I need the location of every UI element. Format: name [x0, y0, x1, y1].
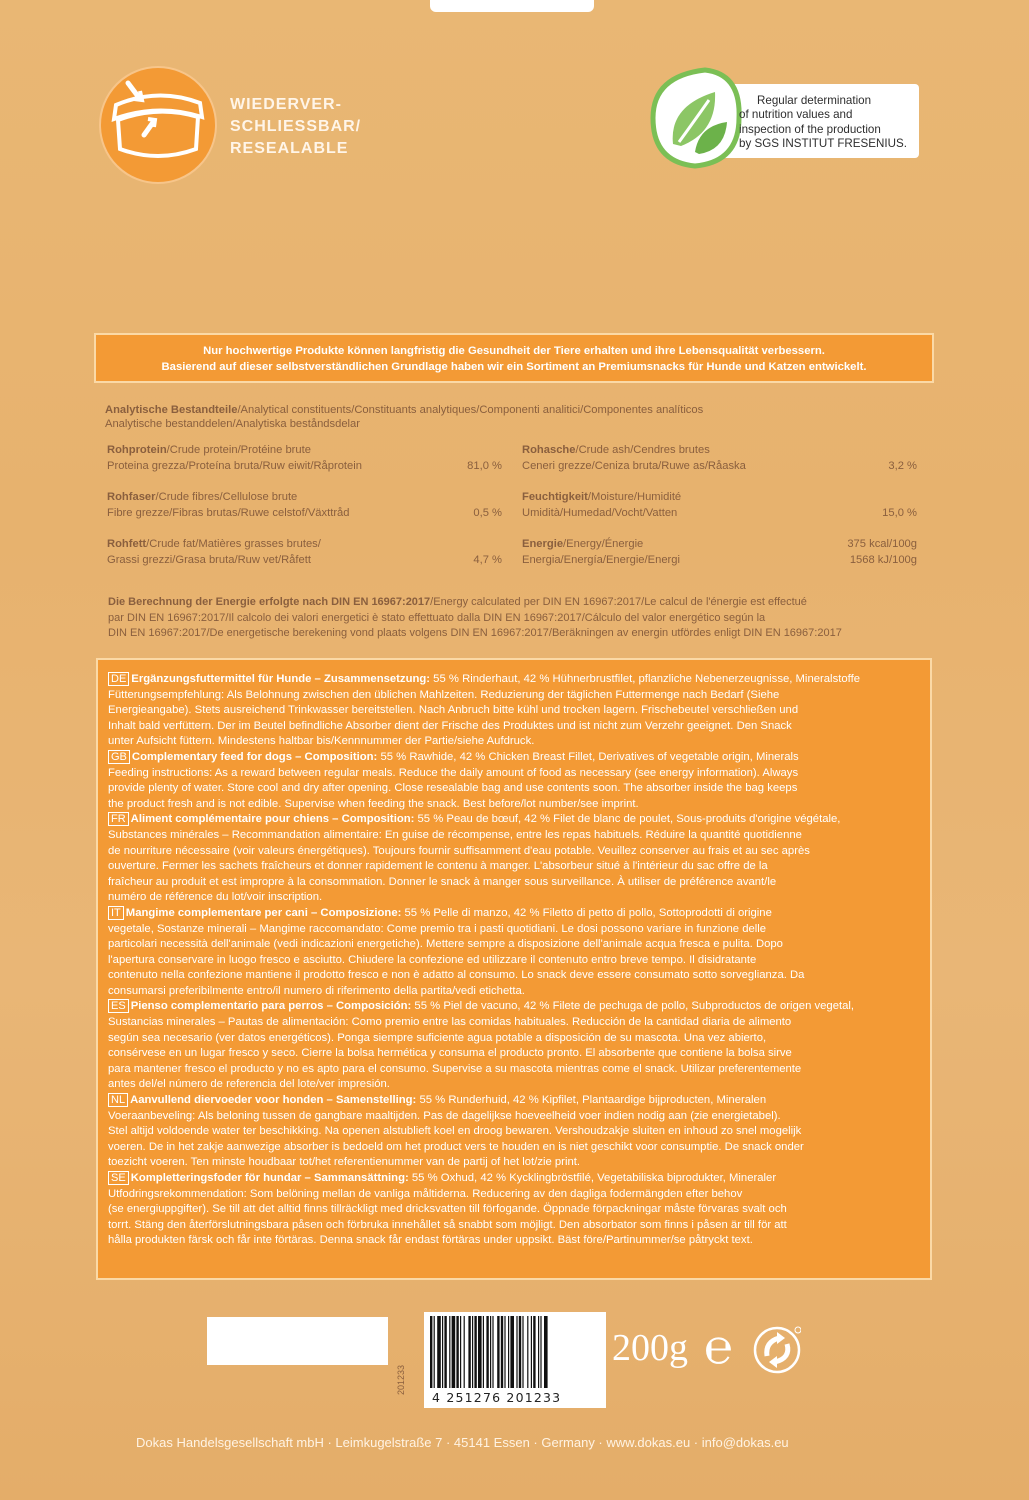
instruction-text: Stel altijd voldoende water ter beschikking. Na openen alstublieft koel en droog bewaren. Vershoudzakje sluiten en inhoud zo snel mogelijk — [108, 1125, 802, 1138]
instruction-line — [108, 953, 924, 969]
barcode-bar — [444, 1316, 446, 1388]
constituent-crude-ash — [522, 443, 917, 474]
instruction-text: torrt. Stäng den återförslutningsbara påsen och förbruka innehållet så snabbt som möjligt. Den absorbator som finns i påsen är till för att — [108, 1218, 787, 1231]
barcode-bar — [464, 1316, 465, 1388]
instruction-text: Inhalt bald verfüttern. Der im Beutel befindliche Absorber dient der Frische des Produktes und ist nicht zum Verzehr geeignet. Den Snack — [108, 719, 792, 732]
constituent-value: 15,0 % — [882, 506, 917, 519]
constituent-value: 81,0 % — [467, 459, 502, 472]
constituent-crude-fibres — [107, 490, 502, 521]
constituent-name: Rohprotein — [107, 444, 167, 456]
instruction-line — [108, 1124, 924, 1140]
instruction-line — [108, 937, 924, 953]
sgs-text — [739, 94, 907, 152]
constituent-translations-2: Umidità/Humedad/Vocht/Vatten — [522, 506, 678, 519]
constituent-translations: /Crude protein/Protéine brute — [166, 444, 311, 456]
instruction-line — [108, 688, 924, 704]
resealable-bag-icon — [98, 65, 218, 185]
constituent-energy — [522, 537, 917, 568]
language-code: ES — [108, 999, 129, 1013]
instruction-text: Mangime complementare per cani – Composizione: 55 % Pelle di manzo, 42 % Filetto di petto di pollo, Sottoprodotti di origine — [125, 906, 772, 919]
instruction-text: Aanvullend diervoeder voor honden – Samenstelling: 55 % Runderhuid, 42 % Kipfilet, Plantaardige bijproducten, Mineralen — [130, 1094, 767, 1107]
instruction-line — [108, 922, 924, 938]
barcode-bar — [516, 1316, 517, 1388]
barcode-bar — [456, 1316, 458, 1388]
banner-line: Basierend auf dieser selbstverständlichen Grundlage haben wir ein Sortiment an Premiumsnacks für Hunde und Katzen entwickelt. — [161, 361, 867, 373]
constituent-translations-2: Proteina grezza/Proteína bruta/Ruw eiwit/Råprotein — [107, 459, 362, 472]
barcode-bar — [544, 1316, 548, 1388]
constituent-translations: /Crude ash/Cendres brutes — [575, 444, 710, 456]
language-section-gb — [108, 750, 924, 812]
instruction-text: particolari necessità dell'animale (vedi indicazioni energetiche). Mettere sempre a disposizione dell'animale acqua fresca e pulita. Dopo — [108, 938, 783, 951]
barcode-bar — [486, 1316, 488, 1388]
instruction-text: l'apertura conservare in luogo fresco e asciutto. Chiudere la confezione ed utilizzare il contenuto entro breve tempo. Il disidratante — [108, 953, 757, 966]
instruction-line — [108, 781, 924, 797]
instruction-line — [108, 812, 924, 828]
instruction-text: Substances minérales – Recommandation alimentaire: En guise de récompense, entre les repas habituels. Réduire la quantité quotidienne — [108, 828, 802, 841]
banner-line: Nur hochwertige Produkte können langfristig die Gesundheit der Tiere erhalten und ihre Lebensqualität verbessern. — [203, 345, 825, 357]
barcode-bar — [522, 1316, 523, 1388]
instruction-line — [108, 1155, 924, 1171]
constituent-translations-2: Fibre grezze/Fibras brutas/Ruwe celstof/Växttråd — [107, 506, 350, 519]
language-section-nl — [108, 1093, 924, 1171]
instruction-text: the product fresh and is not edible. Supervise when feeding the snack. Best before/lot number/see imprint. — [108, 797, 639, 810]
sgs-badge — [643, 66, 933, 170]
language-code: NL — [108, 1093, 128, 1107]
instruction-line — [108, 828, 924, 844]
instruction-line — [108, 1187, 924, 1203]
instruction-line — [108, 1093, 924, 1109]
feeding-instructions-panel — [96, 658, 932, 1280]
constituent-crude-protein — [107, 443, 502, 474]
energy-note-bold: Die Berechnung der Energie erfolgte nach DIN EN 16967:2017 — [108, 596, 431, 608]
sgs-leaf-icon — [643, 66, 743, 170]
language-code: DE — [108, 672, 129, 686]
instruction-text: Ergänzungsfuttermittel für Hunde – Zusammensetzung: 55 % Rinderhaut, 42 % Hühnerbrustfilet, pflanzliche Nebenerzeugnisse, Mineralstoffe — [131, 673, 860, 685]
language-code: IT — [108, 906, 124, 920]
language-code: FR — [108, 812, 129, 826]
barcode-bar — [449, 1316, 450, 1388]
language-section-es — [108, 999, 924, 1093]
instruction-text: para mantener fresco el producto y no es apto para el consumo. Supervise a su mascota mientras come el snack. Utilizar preferentemente — [108, 1062, 802, 1075]
instruction-line — [108, 1062, 924, 1078]
constituent-value: 4,7 % — [473, 553, 502, 566]
constituent-name: Feuchtigkeit — [522, 491, 588, 503]
instruction-text: ouverture. Fermer les sachets fraîcheurs et donner rapidement le contenu à manger. L'absorbeur situé à l'intérieur du sac offre de la — [108, 860, 768, 873]
instruction-text: Complementary feed for dogs – Composition: 55 % Rawhide, 42 % Chicken Breast Fillet, Derivatives of vegetable origin, Minerals — [131, 750, 799, 763]
language-section-se — [108, 1171, 924, 1249]
constituent-translations-2: Grassi grezzi/Grasa bruta/Ruw vet/Råfett — [107, 553, 311, 566]
estimated-sign: ℮ — [704, 1321, 733, 1374]
instruction-text: Energieangabe). Stets ausreichend Trinkwasser bereitstellen. Nach Anbruch bitte kühl und trocken lagern. Frischebeutel verschließen und — [108, 704, 799, 717]
instruction-text: de nourriture nécessaire (voir valeurs énergétiques). Toujours fournir suffisamment d'eau potable. Veuillez conserver au frais et au sec après — [108, 844, 810, 857]
constituent-translations: /Moisture/Humidité — [587, 491, 682, 503]
constituent-translations-2: Energia/Energía/Energie/Energi — [522, 553, 680, 566]
barcode-bar — [519, 1316, 521, 1388]
energy-note-line3: DIN EN 16967:2017/De energetische berekening vond plaats volgens DIN EN 16967:2017/Beräkningen av energin utfördes enligt DIN EN 16967:2017 — [108, 627, 842, 640]
constituent-translations-2: Ceneri grezze/Ceniza bruta/Ruwe as/Råaska — [522, 459, 746, 472]
instruction-text: contenuto nella confezione mantiene il prodotto fresco e non è adatto al consumo. Lo snack deve essere consumato sotto sorveglianza. Da — [108, 969, 805, 982]
instruction-text: Utfodringsrekommendation: Som belöning mellan de vanliga måltiderna. Reducering av den dagliga fodermängden efter behov — [108, 1187, 743, 1200]
quality-banner — [94, 333, 934, 383]
analytics-heading-rest: /Analytical constituents/Constituants analytiques/Componenti analitici/Componentes analíticos — [237, 404, 704, 416]
barcode-bar — [490, 1316, 491, 1388]
energy-kcal: 375 kcal/100g — [847, 538, 917, 550]
instruction-line — [108, 844, 924, 860]
instruction-line — [108, 1015, 924, 1031]
lot-number-box — [207, 1317, 388, 1365]
sgs-line: Regular determination — [757, 94, 872, 107]
instruction-text: fraîcheur au produit et est impropre à la consommation. Donner le snack à manger sous surveillance. À utiliser de préférence avant/le — [108, 875, 777, 888]
analytics-heading — [105, 403, 925, 431]
instruction-line — [108, 875, 924, 891]
constituent-crude-fat — [107, 537, 502, 568]
analytics-heading-line2: Analytische bestanddelen/Analytiska beståndsdelar — [105, 418, 360, 430]
barcode-bar — [508, 1316, 509, 1388]
barcode-bar — [492, 1316, 493, 1388]
instruction-text: según sea necesario (ver datos energéticos). Ponga siempre suficiente agua potable a disposición de su mascota. Una vez abierto, — [108, 1031, 767, 1044]
barcode — [424, 1312, 606, 1408]
language-section-fr — [108, 812, 924, 906]
instruction-text: Aliment complémentaire pour chiens – Composition: 55 % Peau de bœuf, 42 % Filet de blanc de poulet, Sous-produits d'origine végétale, — [130, 813, 841, 826]
instruction-text: (se energiuppgifter). Se till att det alltid finns tillräckligt med dricksvatten till förfogande. Öppnade förpackningar måste förvaras svalt och — [108, 1203, 787, 1216]
barcode-bar — [533, 1316, 535, 1388]
barcode-bar — [442, 1316, 443, 1388]
instruction-text: Voeraanbeveling: Als beloning tussen de gangbare maaltijden. Pas de dagelijkse hoeveelheid voer indien nodig aan (zie energietabel). — [108, 1109, 781, 1122]
instruction-line — [108, 703, 924, 719]
barcode-bar — [540, 1316, 541, 1388]
reseal-line: SCHLIESSBAR/ — [230, 118, 362, 135]
barcode-bar — [483, 1316, 484, 1388]
instruction-text: voeren. De in het zakje aanwezige absorber is bedoeld om het product vers te houden en is niet geschikt voor consumptie. De snack onder — [108, 1140, 804, 1153]
barcode-bar — [504, 1316, 505, 1388]
instruction-text: antes del/el número de referencia del lote/ver impresión. — [108, 1078, 390, 1091]
language-code: GB — [108, 750, 130, 764]
instruction-line — [108, 999, 924, 1015]
green-dot-recycle-icon — [753, 1326, 801, 1374]
barcode-bar — [452, 1316, 456, 1388]
barcode-bar — [527, 1316, 528, 1388]
instruction-text: Kompletteringsfoder för hundar – Sammansättning: 55 % Oxhud, 42 % Kycklingbröstfilé, Vegetabiliska biprodukter, Mineraler — [130, 1172, 777, 1184]
instruction-text: Pienso complementario para perros – Composición: 55 % Piel de vacuno, 42 % Filete de pechuga de pollo, Subproductos de origen vegetal, — [130, 1000, 855, 1013]
instruction-text: consumarsi preferibilmente entro/il numero di riferimento della partita/vedi etichetta. — [108, 984, 525, 997]
instruction-line — [108, 890, 924, 906]
instruction-text: numéro de référence du lot/voir inscription. — [108, 891, 323, 904]
barcode-bar — [434, 1316, 435, 1388]
instruction-text: provide plenty of water. Store cool and dry after opening. Close resealable bag and use contents soon. The absorber inside the bag keeps — [108, 782, 798, 795]
instruction-line — [108, 859, 924, 875]
energy-kj: 1568 kJ/100g — [849, 553, 917, 566]
barcode-bar — [474, 1316, 476, 1388]
instruction-line — [108, 1202, 924, 1218]
analytics-grid — [105, 443, 925, 593]
barcode-bar — [510, 1316, 514, 1388]
energy-note-line1: /Energy calculated per DIN EN 16967:2017/Le calcul de l'énergie est effectué — [430, 596, 807, 608]
instruction-text: Fütterungsempfehlung: Als Belohnung zwischen den üblichen Mahlzeiten. Reduzierung der täglichen Futtermenge nach Bedarf (Siehe — [108, 688, 780, 701]
instruction-text: toezicht voeren. Ten minste houdbaar tot/het referentienummer van de partij of het lot/zie print. — [108, 1156, 581, 1169]
barcode-bar — [468, 1316, 470, 1388]
language-section-it — [108, 906, 924, 1000]
constituent-name: Rohfaser — [107, 491, 156, 503]
sgs-line: inspection of the production — [739, 122, 881, 136]
instruction-line — [108, 766, 924, 782]
barcode-bars — [428, 1316, 602, 1388]
instruction-line — [108, 1171, 924, 1187]
barcode-bar — [531, 1316, 532, 1388]
energy-values — [847, 537, 917, 568]
constituent-value: 0,5 % — [473, 506, 502, 519]
constituent-name: Rohfett — [107, 538, 147, 550]
instruction-text: hålla produkten färsk och får inte förtäras. Denna snack får endast förtäras under uppsikt. Bäst före/Partinummer/se påtryckt text. — [108, 1234, 753, 1247]
instruction-line — [108, 750, 924, 766]
instruction-text: unter Aufsicht füttern. Mindestens haltbar bis/Kennnummer der Partie/siehe Aufdruck. — [108, 735, 535, 748]
barcode-bar — [460, 1316, 461, 1388]
barcode-bar — [497, 1316, 499, 1388]
instruction-line — [108, 1109, 924, 1125]
barcode-bar — [437, 1316, 441, 1388]
instruction-text: consérvese en un lugar fresco y seco. Cierre la bolsa hermética y consuma el producto pronto. El absorbente que contiene la bolsa sirve — [108, 1047, 792, 1060]
barcode-bar — [478, 1316, 482, 1388]
barcode-bar — [501, 1316, 503, 1388]
constituent-translations: /Energy/Énergie — [563, 538, 644, 550]
constituent-name: Rohasche — [522, 444, 576, 456]
sgs-line: of nutrition values and — [739, 108, 853, 122]
instruction-text: Feeding instructions: As a reward between regular meals. Reduce the daily amount of food as necessary (see energy information). Always — [108, 766, 799, 779]
energy-calculation-note — [108, 595, 928, 642]
hang-hole — [430, 0, 594, 12]
instruction-line — [108, 1077, 924, 1093]
instruction-line — [108, 1218, 924, 1234]
instruction-line — [108, 1046, 924, 1062]
instruction-line — [108, 797, 924, 813]
barcode-bar — [472, 1316, 473, 1388]
constituent-moisture — [522, 490, 917, 521]
instruction-text: Sustancias minerales – Pautas de alimentación: Como premio entre las comidas habituales. Reducción de la cantidad diaria de alimento — [108, 1016, 792, 1029]
company-footer: Dokas Handelsgesellschaft mbH · Leimkugelstraße 7 · 45141 Essen · Germany · www.dokas.eu · info@dokas.eu — [136, 1435, 789, 1450]
constituent-value: 3,2 % — [888, 459, 917, 472]
language-section-de — [108, 672, 924, 750]
constituent-name: Energie — [522, 538, 564, 550]
analytical-constituents — [105, 403, 925, 593]
instruction-line — [108, 734, 924, 750]
instruction-line — [108, 1233, 924, 1249]
barcode-bar — [430, 1316, 432, 1388]
analytics-heading-bold: Analytische Bestandteile — [105, 404, 238, 416]
instruction-line — [108, 719, 924, 735]
resealable-label — [230, 94, 361, 160]
constituent-translations: /Crude fibres/Cellulose brute — [155, 491, 298, 503]
instruction-text: vegetale, Sostanze minerali – Mangime raccomandato: Come premio tra i pasti quotidiani. Le dosi possono variare in funzione delle — [108, 922, 767, 935]
constituent-translations: /Crude fat/Matières grasses brutes/ — [146, 538, 321, 550]
barcode-bar — [538, 1316, 539, 1388]
net-weight: 200g — [612, 1327, 688, 1369]
sgs-line: by SGS INSTITUT FRESENIUS. — [739, 137, 907, 151]
instruction-line — [108, 672, 924, 688]
instruction-line — [108, 984, 924, 1000]
language-code: SE — [108, 1171, 129, 1185]
energy-note-line2: par DIN EN 16967:2017/Il calcolo dei valori energetici è stato effettuato dalla DIN EN 16967:2017/Cálculo del valor energético según la — [108, 611, 766, 624]
vertical-code: 201233 — [396, 1364, 406, 1395]
barcode-number: 4 251276 201233 — [432, 1390, 562, 1405]
instruction-line — [108, 906, 924, 922]
reseal-line: WIEDERVER- — [230, 96, 342, 113]
instruction-line — [108, 1031, 924, 1047]
instruction-line — [108, 1140, 924, 1156]
instruction-line — [108, 968, 924, 984]
reseal-line: RESEALABLE — [230, 140, 349, 157]
